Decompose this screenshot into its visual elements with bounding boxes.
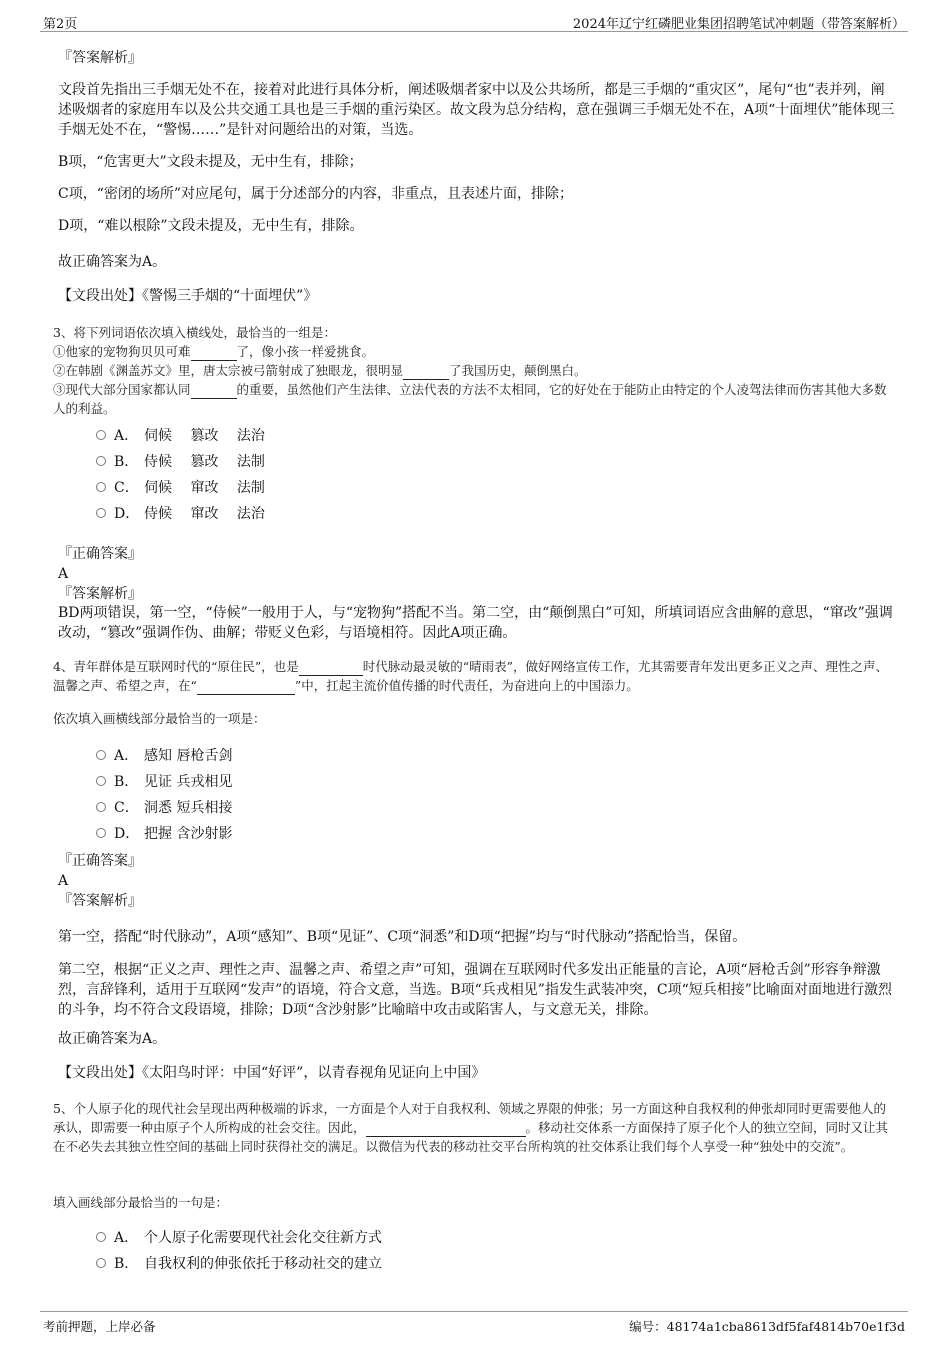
correct-answer: A: [58, 566, 69, 582]
radio-icon[interactable]: [96, 776, 106, 786]
radio-icon[interactable]: [96, 456, 106, 466]
analysis-label: 『答案解析』: [58, 586, 142, 602]
question-3-sentence-1: ①他家的宠物狗贝贝可难 了，像小孩一样爱挑食。: [53, 344, 375, 359]
answer-conclusion: 故正确答案为A。: [58, 254, 167, 270]
question-3-option-c[interactable]: C． 伺候 窜改 法制: [96, 478, 265, 498]
correct-answer-label: 『正确答案』: [58, 546, 142, 562]
question-5-prompt: 填入画线部分最恰当的一句是：: [53, 1195, 229, 1210]
analysis-option-b: B项，“危害更大”文段未提及，无中生有，排除；: [58, 154, 363, 170]
analysis-option-c: C项，“密闭的场所”对应尾句，属于分述部分的内容，非重点，且表述片面，排除；: [58, 186, 574, 202]
question-5-option-b[interactable]: B． 自我权利的伸张依托于移动社交的建立: [96, 1254, 382, 1274]
fill-blank: [191, 385, 237, 399]
question-3-analysis: BD两项错误，第一空，“侍候”一般用于人，与“宠物狗”搭配不当。第二空，由“颠倒黑白”可知，所填词语应含曲解的意思，“窜改”强调改动，“篡改”强调作伪、曲解；带贬义色彩，与语境相符。因此A项正确。: [58, 605, 893, 641]
document-id: 编号：48174a1cba8613df5faf4814b70e1f3d: [629, 1319, 905, 1334]
question-4-option-a[interactable]: A． 感知 唇枪舌剑: [96, 746, 232, 766]
question-4-option-c[interactable]: C． 洞悉 短兵相接: [96, 798, 232, 818]
fill-blank: [197, 681, 295, 695]
radio-icon[interactable]: [96, 508, 106, 518]
fill-blank: [191, 347, 237, 361]
radio-icon[interactable]: [96, 1232, 106, 1242]
question-5-stem: 5、个人原子化的现代社会呈现出两种极端的诉求，一方面是个人对于自我权利、领域之界限的伸张；另一方面这种自我权利的伸张却同时更需要他人的承认，即需要一种由原子个人所构成的社会交往。因此， 。移动社交体系一方面保持了原子化个人的独立空间，同时又让其在不必失去其独立性空间的基础上同时获得社交的满足。以微信为代表的移动社交平台所构筑的社交体系让我们每个人享受一种“独处中的交流”。: [53, 1101, 889, 1154]
radio-icon[interactable]: [96, 482, 106, 492]
question-4-option-b[interactable]: B． 见证 兵戎相见: [96, 772, 232, 792]
analysis-label: 『答案解析』: [58, 893, 142, 909]
document-title: 2024年辽宁红磷肥业集团招聘笔试冲刺题（带答案解析）: [572, 17, 905, 32]
radio-icon[interactable]: [96, 430, 106, 440]
correct-answer: A: [58, 873, 69, 889]
question-4-analysis-blank-2: 第二空，根据“正义之声、理性之声、温馨之声、希望之声”可知，强调在互联网时代多发出正能量的言论，A项“唇枪舌剑”形容争辩激烈，言辞锋利，适用于互联网“发声”的语境，符合文意，当选。B项“兵戎相见”指发生武装冲突，C项“短兵相接”比喻面对面地进行激烈的斗争，均不符合文段语境，排除；D项“含沙射影”比喻暗中攻击或陷害人，与文意无关，排除。: [58, 962, 892, 1018]
radio-icon[interactable]: [96, 828, 106, 838]
fill-blank: [403, 366, 449, 380]
question-4-stem: 4、青年群体是互联网时代的“原住民”，也是 时代脉动最灵敏的“晴雨表”，做好网络宣传工作，尤其需要青年发出更多正义之声、理性之声、温馨之声、希望之声，在“ ”中，扛起主流价值传播的时代责任，为奋进向上的中国添力。: [53, 659, 889, 693]
analysis-label: 『答案解析』: [58, 50, 142, 66]
question-4-prompt: 依次填入画横线部分最恰当的一项是：: [53, 711, 266, 726]
question-5-option-a[interactable]: A． 个人原子化需要现代社会化交往新方式: [96, 1228, 382, 1248]
analysis-option-d: D项，“难以根除”文段未提及，无中生有，排除。: [58, 218, 364, 234]
correct-answer-label: 『正确答案』: [58, 853, 142, 869]
question-3-sentence-3: ③现代大部分国家都认同 的重要，虽然他们产生法律、立法代表的方法不太相同，它的好处在于能防止由特定的个人凌驾法律而伤害其他大多数人的利益。: [53, 382, 887, 416]
radio-icon[interactable]: [96, 802, 106, 812]
question-3-option-b[interactable]: B． 侍候 篡改 法制: [96, 452, 265, 472]
analysis-paragraph: 文段首先指出三手烟无处不在，接着对此进行具体分析，阐述吸烟者家中以及公共场所，都是三手烟的“重灾区”，尾句“也”表并列，阐述吸烟者的家庭用车以及公共交通工具也是三手烟的重污染区。故文段为总分结构，意在强调三手烟无处不在，A项“十面埋伏”能体现三手烟无处不在，“警惕……”是针对问题给出的对策，当选。: [58, 82, 895, 138]
page-number: 第2页: [43, 17, 78, 32]
text-source: 【文段出处】《太阳鸟时评：中国“好评”，以青春视角见证向上中国》: [58, 1065, 486, 1081]
page-header: [40, 10, 908, 32]
question-3-option-d[interactable]: D． 侍候 窜改 法治: [96, 504, 265, 524]
footer-slogan: 考前押题，上岸必备: [43, 1319, 156, 1334]
radio-icon[interactable]: [96, 1258, 106, 1268]
question-3-sentence-2: ②在韩剧《渊盖苏文》里，唐太宗被弓箭射成了独眼龙，很明显 了我国历史，颠倒黑白。: [53, 363, 587, 378]
question-4-analysis-blank-1: 第一空，搭配“时代脉动”，A项“感知”、B项“见证”、C项“洞悉”和D项“把握”均与“时代脉动”搭配恰当，保留。: [58, 929, 747, 945]
question-4-option-d[interactable]: D． 把握 含沙射影: [96, 824, 232, 844]
radio-icon[interactable]: [96, 750, 106, 760]
page-footer: [40, 1311, 908, 1335]
fill-blank: [299, 662, 363, 676]
question-3-stem: 3、将下列词语依次填入横线处，最恰当的一组是： ①他家的宠物狗贝贝可难 了，像小孩一样爱挑食。 ②在韩剧《渊盖苏文》里，唐太宗被弓箭射成了独眼龙，很明显 了我国历史，颠倒黑白。 ③现代大部分国家都认同 的重要，虽然他们产生法律、立法代表的方法不太相同，它的好处在于能防止由特定的个人凌驾法律而伤害其他大多数人的利益。: [53, 323, 893, 418]
fill-blank: [366, 1123, 526, 1137]
question-3-option-a[interactable]: A． 伺候 篡改 法治: [96, 426, 265, 446]
answer-conclusion: 故正确答案为A。: [58, 1031, 167, 1047]
text-source: 【文段出处】《警惕三手烟的“十面埋伏”》: [58, 288, 318, 304]
